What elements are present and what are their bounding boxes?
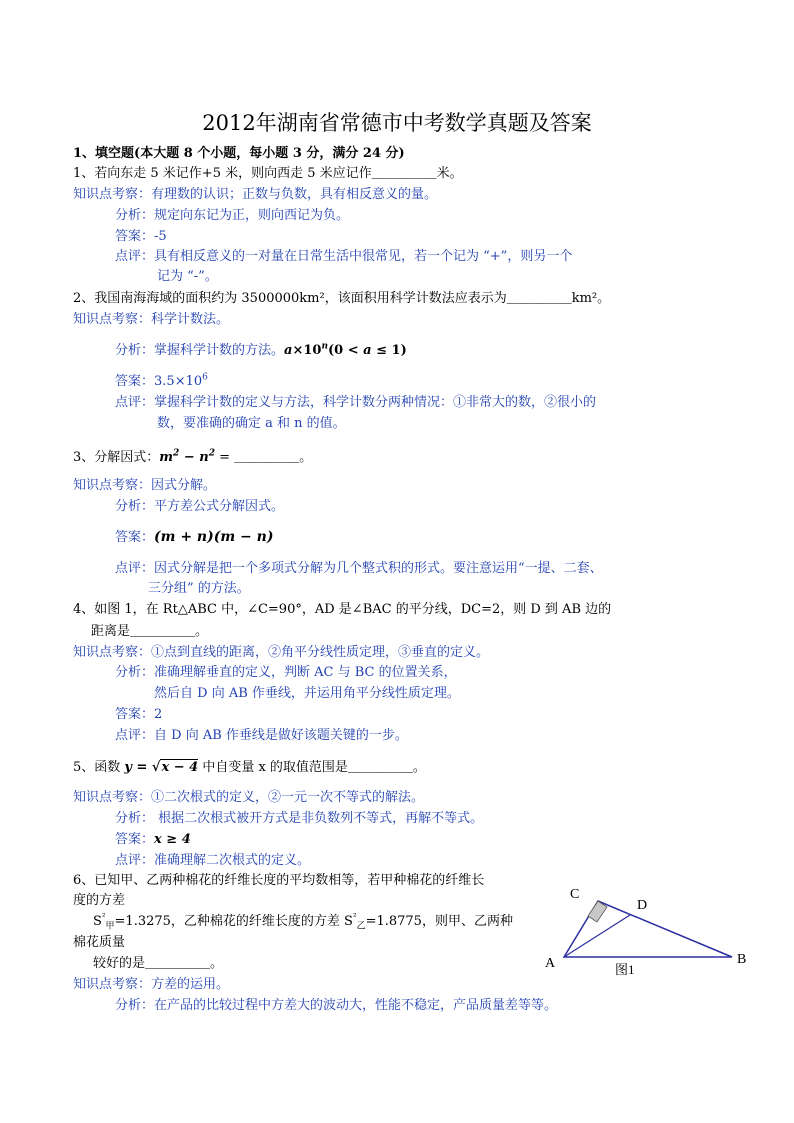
vertex-c-label: C xyxy=(570,887,580,902)
comment-label: 点评： xyxy=(115,249,155,264)
q3-m: m xyxy=(159,450,174,465)
q6-s1-sub: 甲 xyxy=(105,921,115,932)
q3-exp-n: 2 xyxy=(208,448,215,459)
answer-label: 答案： xyxy=(115,229,155,244)
q2-analysis-text: 掌握科学计数的方法。 xyxy=(154,343,285,358)
q3-analysis xyxy=(115,499,284,515)
knowledge-label: 知识点考察： xyxy=(73,645,152,660)
knowledge-label: 知识点考察： xyxy=(73,790,152,805)
q6-end: =1.8775，则甲、乙两种 xyxy=(365,914,513,929)
question-4: 4、如图 1，在 Rt△ABC 中，∠C=90°，AD 是∠BAC 的平分线，DC=2，则 D 到 AB 边的 xyxy=(73,602,612,617)
q6-s1: S xyxy=(93,914,102,929)
triangle-abc xyxy=(564,901,732,957)
knowledge-label: 知识点考察： xyxy=(73,312,152,327)
comment-label: 点评： xyxy=(115,561,155,576)
q2-formula-times: ×10 xyxy=(292,343,322,358)
q3-knowledge-text: 因式分解。 xyxy=(151,478,217,493)
q6-analysis-text: 在产品的比较过程中方差大的波动大，性能不稳定，产品质量差等等。 xyxy=(154,998,558,1013)
analysis-label: 分析： xyxy=(115,343,155,358)
q2-comment xyxy=(115,395,596,411)
question-2: 2、我国南海海域的面积约为 3500000km²，该面积用科学计数法应表示为＿＿＿＿＿km²。 xyxy=(73,291,611,306)
q3-comment-cont: 三分组” 的方法。 xyxy=(148,581,250,596)
question-6-line5: 较好的是＿＿＿＿＿。 xyxy=(93,956,224,971)
q1-knowledge xyxy=(73,187,437,203)
answer-label: 答案： xyxy=(115,832,155,847)
q3-minus: − xyxy=(179,450,200,465)
triangle-figure xyxy=(535,878,765,983)
q6-s2-sup: ² xyxy=(352,912,357,923)
q2-formula xyxy=(284,343,407,358)
q2-analysis xyxy=(115,343,407,359)
q2-comment-cont: 数，要准确的确定 a 和 n 的值。 xyxy=(157,416,346,431)
q5-comment-text: 准确理解二次根式的定义。 xyxy=(154,853,311,868)
q5-answer xyxy=(115,832,191,848)
answer-label: 答案： xyxy=(115,374,155,389)
q6-knowledge xyxy=(73,977,229,993)
q3-formula xyxy=(159,450,215,465)
analysis-label: 分析： xyxy=(115,811,155,826)
question-6-line4: 棉花质量 xyxy=(73,935,126,950)
q2-answer xyxy=(115,374,208,390)
question-6-line2: 度的方差 xyxy=(73,893,126,908)
q1-answer-text: -5 xyxy=(154,229,167,244)
vertex-a-label: A xyxy=(545,956,556,971)
q5-knowledge xyxy=(73,790,424,806)
q2-formula-range-close: ≤ 1) xyxy=(371,343,407,358)
question-1: 1、若向东走 5 米记作+5 米，则向西走 5 米应记作＿＿＿＿＿米。 xyxy=(73,166,463,181)
q4-knowledge-text: ①点到直线的距离，②角平分线性质定理，③垂直的定义。 xyxy=(151,645,490,660)
q2-formula-range-a: a xyxy=(363,343,372,358)
q1-analysis xyxy=(115,208,349,224)
q4-answer-text: 2 xyxy=(154,707,163,722)
comment-label: 点评： xyxy=(115,728,155,743)
knowledge-label: 知识点考察： xyxy=(73,977,152,992)
question-6: 6、已知甲、乙两种棉花的纤维长度的平均数相等，若甲种棉花的纤维长 xyxy=(73,873,485,888)
q4-answer xyxy=(115,707,162,723)
q3-answer xyxy=(115,529,273,546)
q2-formula-a: a xyxy=(284,343,293,358)
q3-n: n xyxy=(199,450,209,465)
answer-label: 答案： xyxy=(115,707,155,722)
q3-answer-formula: (m + n)(m − n) xyxy=(154,529,274,545)
q5-suffix: 中自变量 x 的取值范围是＿＿＿＿＿。 xyxy=(198,760,426,775)
answer-label: 答案： xyxy=(115,530,155,545)
q3-analysis-text: 平方差公式分解因式。 xyxy=(154,499,285,514)
q2-comment-text: 掌握科学计数的定义与方法，科学计数分两种情况：①非常大的数，②很小的 xyxy=(154,395,597,410)
analysis-label: 分析： xyxy=(115,208,155,223)
section-heading: 1、填空题(本大题 8 个小题，每小题 3 分，满分 24 分) xyxy=(73,146,405,161)
q3-comment-text: 因式分解是把一个多项式分解为几个整式积的形式。要注意运用“一提、二套、 xyxy=(154,561,603,576)
q6-s2-sub: 乙 xyxy=(356,921,366,932)
question-4-cont: 距离是＿＿＿＿＿。 xyxy=(91,624,209,639)
q5-analysis xyxy=(115,811,483,827)
q2-knowledge xyxy=(73,312,229,328)
vertex-b-label: B xyxy=(737,952,747,967)
q3-exp-m: 2 xyxy=(173,448,180,459)
q1-analysis-text: 规定向东记为正，则向西记为负。 xyxy=(154,208,350,223)
q5-prefix: 5、函数 xyxy=(73,760,125,775)
q5-sqrt-sign: √ xyxy=(151,760,161,775)
q6-s1-sup: ² xyxy=(101,912,106,923)
analysis-label: 分析： xyxy=(115,499,155,514)
page-title: 2012年湖南省常德市中考数学真题及答案 xyxy=(202,111,592,135)
vertex-d-label: D xyxy=(637,898,648,913)
q4-knowledge xyxy=(73,645,489,661)
q3-comment xyxy=(115,561,603,577)
q3-prefix: 3、分解因式： xyxy=(73,450,160,465)
q5-radicand: x − 4 xyxy=(161,760,199,775)
analysis-label: 分析： xyxy=(115,998,155,1013)
q6-knowledge-text: 方差的运用。 xyxy=(151,977,230,992)
q2-answer-exp: 6 xyxy=(202,372,208,383)
q5-formula xyxy=(124,759,198,775)
q2-formula-range-open: (0 < xyxy=(328,343,364,358)
comment-label: 点评： xyxy=(115,853,155,868)
q6-mid: =1.3275，乙种棉花的纤维长度的方差 S xyxy=(114,914,353,929)
question-5 xyxy=(73,760,426,776)
q1-comment xyxy=(115,249,572,265)
q5-comment xyxy=(115,853,310,869)
comment-label: 点评： xyxy=(115,395,155,410)
analysis-label: 分析： xyxy=(115,665,155,680)
q6-analysis xyxy=(115,998,557,1014)
figure-caption: 图1 xyxy=(615,962,635,977)
q5-y-eq: y = xyxy=(124,760,152,775)
q1-comment-text: 具有相反意义的一对量在日常生活中很常见，若一个记为 “+”，则另一个 xyxy=(154,249,573,264)
q1-answer xyxy=(115,229,167,245)
q3-suffix: = ＿＿＿＿＿。 xyxy=(214,450,313,465)
q4-comment-text: 自 D 向 AB 作垂线是做好该题关键的一步。 xyxy=(154,728,408,743)
q5-answer-formula: x ≥ 4 xyxy=(154,832,191,847)
q3-knowledge xyxy=(73,478,216,494)
q1-knowledge-text: 有理数的认识；正数与负数，具有相反意义的量。 xyxy=(151,187,438,202)
q2-formula-n: n xyxy=(321,341,328,352)
q4-comment xyxy=(115,728,408,744)
question-3 xyxy=(73,450,312,466)
q4-analysis-cont: 然后自 D 向 AB 作垂线，并运用角平分线性质定理。 xyxy=(154,686,460,701)
q4-analysis-text: 准确理解垂直的定义，判断 AC 与 BC 的位置关系， xyxy=(154,665,457,680)
q1-comment-cont: 记为 “-”。 xyxy=(157,269,218,284)
knowledge-label: 知识点考察： xyxy=(73,478,152,493)
q5-knowledge-text: ①二次根式的定义，②一元一次不等式的解法。 xyxy=(151,790,425,805)
q2-knowledge-text: 科学计数法。 xyxy=(151,312,230,327)
question-6-line3 xyxy=(93,914,513,930)
knowledge-label: 知识点考察： xyxy=(73,187,152,202)
q4-analysis xyxy=(115,665,457,681)
q2-answer-base: 3.5×10 xyxy=(154,374,203,389)
q5-analysis-text: 根据二次根式被开方式是非负数列不等式，再解不等式。 xyxy=(154,811,484,826)
